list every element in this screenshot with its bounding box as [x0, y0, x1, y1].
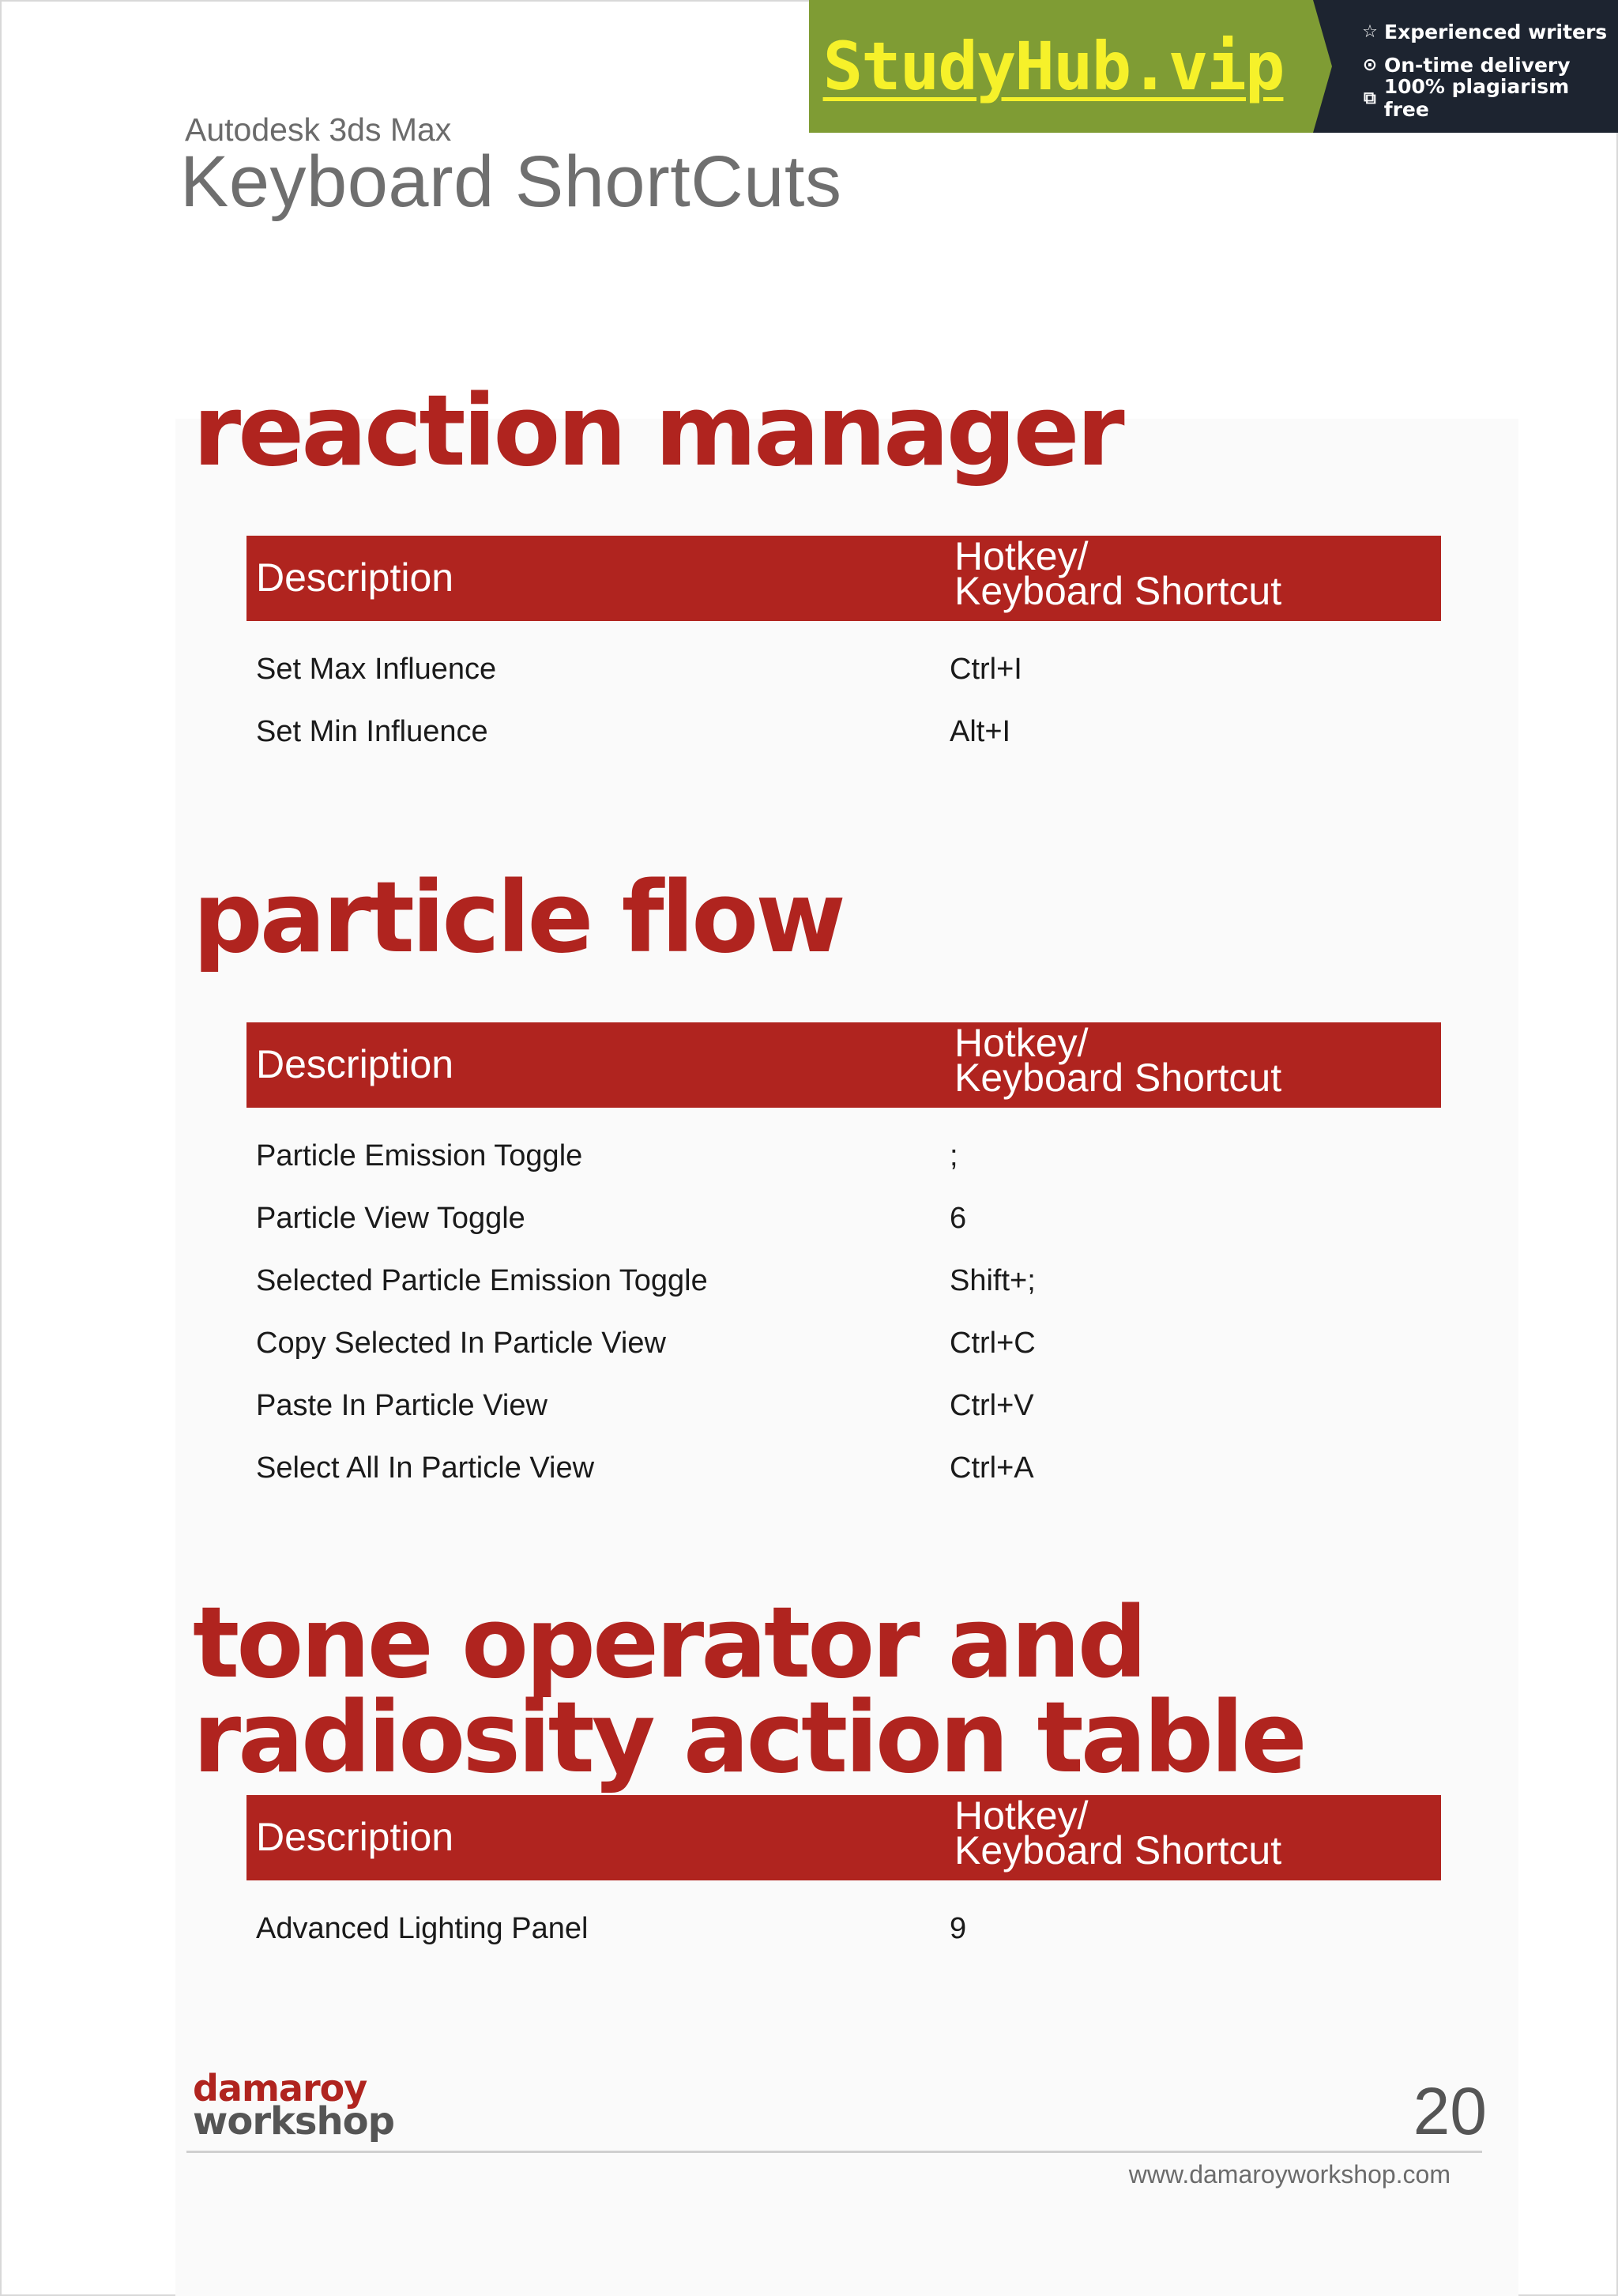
row-shortcut: 9: [950, 1912, 967, 1945]
damaroy-workshop-logo: [193, 2067, 394, 2144]
row-shortcut: Ctrl+A: [950, 1451, 1034, 1485]
feature-label: 100% plagiarism free: [1383, 75, 1570, 121]
row-description: Particle View Toggle: [256, 1202, 525, 1235]
section-title-particle-flow: particle flow: [193, 861, 843, 975]
row-shortcut: Alt+I: [950, 715, 1011, 748]
section-title-tone-operator-line2: radiosity action table: [193, 1681, 1304, 1795]
header-description: Description: [256, 1815, 454, 1859]
shortcut-table-reaction-manager: [246, 536, 1441, 763]
logo-line2: workshop: [193, 2099, 394, 2144]
shortcut-table-tone-operator: [246, 1795, 1441, 1960]
table-row: [246, 1312, 1441, 1375]
header-hotkey-line1: Hotkey/: [954, 534, 1089, 578]
document-title: Keyboard ShortCuts: [180, 141, 842, 222]
table-row: [246, 1898, 1441, 1960]
brand-logo-text[interactable]: StudyHub.vip: [822, 28, 1284, 105]
feature-item: [1360, 19, 1618, 44]
section-title-tone-operator-line1: tone operator and: [193, 1586, 1145, 1700]
section-title-reaction-manager: reaction manager: [193, 375, 1122, 488]
feature-item: [1360, 75, 1618, 121]
row-description: Selected Particle Emission Toggle: [256, 1264, 708, 1297]
table-row: [246, 1437, 1441, 1500]
row-shortcut: Ctrl+I: [950, 653, 1022, 686]
table-row: [246, 1250, 1441, 1312]
footer-divider: [186, 2151, 1482, 2153]
feature-label: Experienced writers: [1384, 20, 1608, 43]
row-shortcut: Shift+;: [950, 1264, 1036, 1297]
header-description: Description: [256, 1042, 454, 1086]
feature-item: [1360, 52, 1618, 77]
header-description: Description: [256, 555, 454, 600]
table-row: [246, 1375, 1441, 1437]
footer-url[interactable]: www.damaroyworkshop.com: [1128, 2160, 1451, 2189]
copy-check-icon: ⧉: [1363, 88, 1376, 108]
shortcut-table-particle-flow: [246, 1022, 1441, 1500]
row-shortcut: Ctrl+C: [950, 1327, 1036, 1360]
table-header: [246, 1795, 1441, 1880]
brand-panel[interactable]: [809, 0, 1313, 133]
feature-label: On-time delivery: [1384, 53, 1571, 77]
row-description: Select All In Particle View: [256, 1451, 595, 1485]
header-hotkey: [954, 1794, 1282, 1873]
clock-icon: ⊙: [1362, 55, 1378, 75]
features-panel: [1313, 0, 1618, 133]
header-hotkey-line2: Keyboard Shortcut: [954, 569, 1282, 613]
table-body: [246, 1880, 1441, 1960]
row-description: Set Min Influence: [256, 715, 488, 748]
table-body: [246, 1108, 1441, 1500]
header-hotkey: [954, 1021, 1282, 1100]
row-description: Paste In Particle View: [256, 1389, 547, 1422]
header-hotkey: [954, 534, 1282, 613]
table-row: [246, 1188, 1441, 1250]
table-row: [246, 638, 1441, 701]
row-description: Advanced Lighting Panel: [256, 1912, 589, 1945]
header-hotkey-line1: Hotkey/: [954, 1021, 1089, 1065]
header-hotkey-line2: Keyboard Shortcut: [954, 1828, 1282, 1873]
row-shortcut: 6: [950, 1202, 967, 1235]
page-number: 20: [1413, 2074, 1487, 2148]
row-shortcut: ;: [950, 1139, 958, 1172]
table-row: [246, 1125, 1441, 1188]
table-header: [246, 1022, 1441, 1108]
header-hotkey-line2: Keyboard Shortcut: [954, 1056, 1282, 1100]
header-hotkey-line1: Hotkey/: [954, 1794, 1089, 1838]
row-description: Set Max Influence: [256, 653, 497, 686]
studyhub-banner[interactable]: [809, 0, 1618, 133]
logo-line1: damaroy: [193, 2067, 367, 2110]
row-description: Particle Emission Toggle: [256, 1139, 583, 1172]
row-shortcut: Ctrl+V: [950, 1389, 1034, 1422]
row-description: Copy Selected In Particle View: [256, 1327, 666, 1360]
table-body: [246, 621, 1441, 763]
table-row: [246, 701, 1441, 763]
document-subtitle: Autodesk 3ds Max: [185, 111, 452, 148]
table-header: [246, 536, 1441, 621]
star-icon: ☆: [1362, 21, 1378, 42]
